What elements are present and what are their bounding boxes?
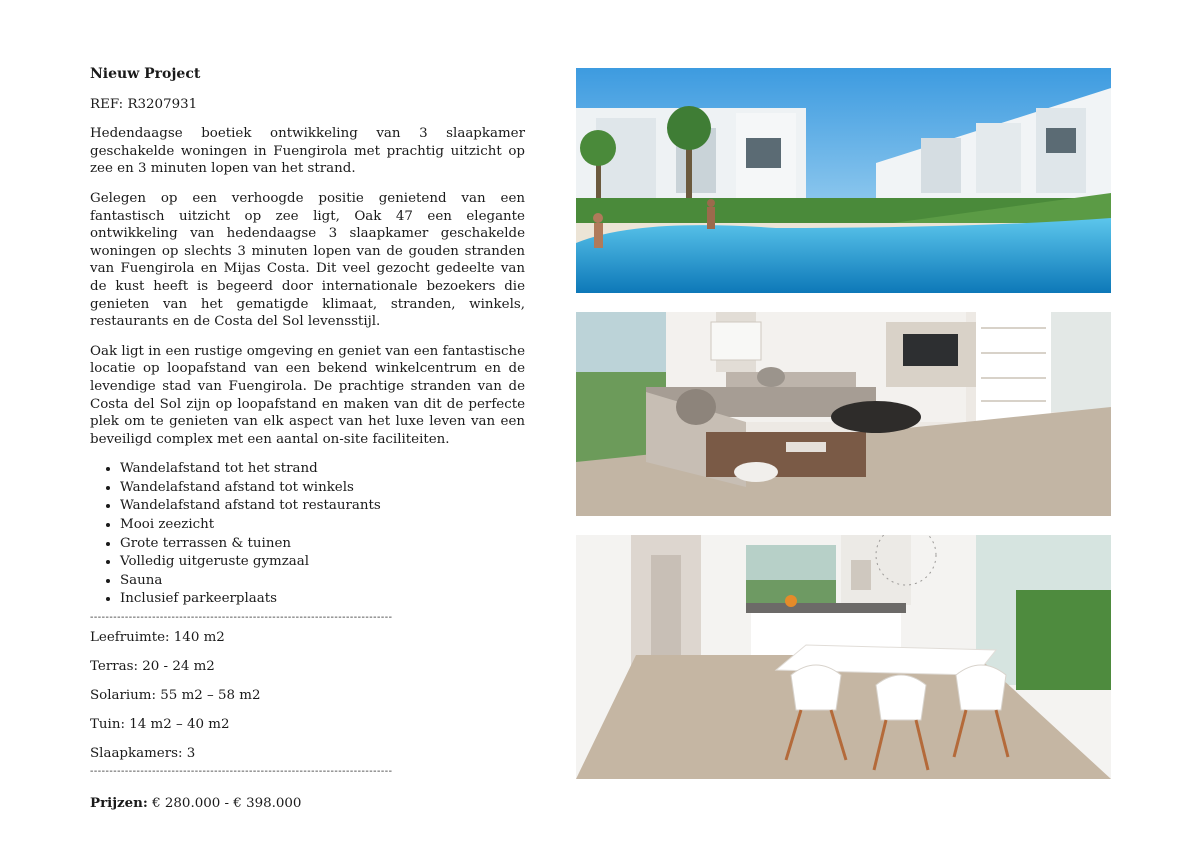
feature-item: • Grote terrassen & tuinen [120, 535, 525, 554]
feature-item: • Mooi zeezicht [120, 516, 525, 535]
price-value: € 280.000 - € 398.000 [147, 796, 302, 811]
pool-photo [576, 68, 1111, 293]
feature-item: • Inclusief parkeerplaats [120, 590, 525, 609]
price-line [90, 795, 525, 813]
spec-garden: Tuin: 14 m2 – 40 m2 [90, 717, 230, 733]
description-column [90, 66, 525, 813]
project-title: Nieuw Project [90, 66, 201, 82]
living-room-photo [576, 312, 1111, 516]
spec-terrace: Terras: 20 - 24 m2 [90, 659, 215, 675]
spec-bedrooms: Slaapkamers: 3 [90, 746, 196, 762]
description-paragraph: Hedendaagse boetiek ontwikkeling van 3 slaapkamer geschakelde woningen in Fuengirola met prachtig uitzicht op zee en 3 minuten lopen van het strand. [90, 126, 525, 177]
description-paragraph: Gelegen op een verhoogde positie genietend van een fantastisch uitzicht op zee ligt, Oak 47 een elegante ontwikkeling van hedendaagse 3 slaapkamer geschakelde woningen op slechts 3 minuten lopen van de gouden stranden van Fuengirola en Mijas Costa. Dit veel gezocht gedeelte van de kust heeft is begeerd door internationale bezoekers die genieten van het gematigde klimaat, stranden, winkels, restaurants en de Costa del Sol levensstijl. [90, 190, 525, 330]
feature-item: • Wandelafstand tot het strand [120, 460, 525, 479]
dining-kitchen-photo [576, 535, 1111, 779]
dashed-divider: ------------------------------------------------------------------------------ [90, 613, 393, 624]
reference-number: REF: R3207931 [90, 96, 198, 112]
spec-solarium: Solarium: 55 m2 – 58 m2 [90, 688, 261, 704]
dashed-divider: ------------------------------------------------------------------------------ [90, 767, 393, 777]
feature-item: • Sauna [120, 572, 525, 591]
description-paragraph: Oak ligt in een rustige omgeving en geniet van een fantastische locatie op loopafstand van een bekend winkelcentrum en de levendige stad van Fuengirola. De prachtige stranden van de Costa del Sol zijn op loopafstand en maken van dit de perfecte plek om te genieten van elk aspect van het luxe leven van een beveiligd complex met een aantal on-site faciliteiten. [90, 343, 525, 447]
feature-item: • Volledig uitgeruste gymzaal [120, 553, 525, 572]
price-label: Prijzen: [90, 795, 148, 811]
spec-living-area: Leefruimte: 140 m2 [90, 630, 225, 646]
feature-item: • Wandelafstand afstand tot winkels [120, 479, 525, 498]
feature-list [90, 460, 525, 609]
feature-item: • Wandelafstand afstand tot restaurants [120, 497, 525, 516]
